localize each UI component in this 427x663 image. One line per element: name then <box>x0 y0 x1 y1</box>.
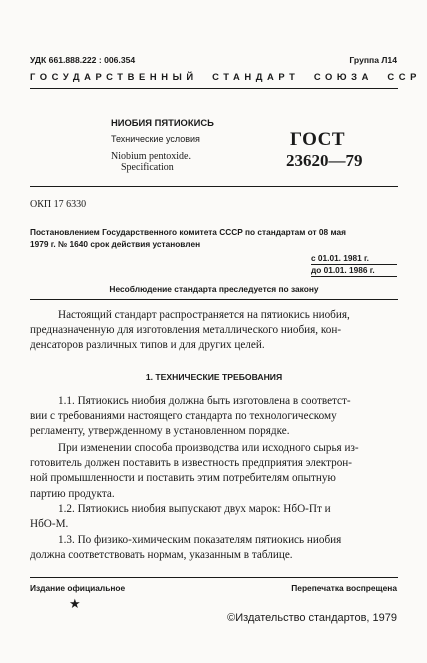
title-en: Niobium pentoxide. <box>111 151 191 162</box>
clause-line: При изменении способа производства или исходного сырья из- <box>58 442 359 454</box>
clause-line: готовитель должен поставить в известность предприятия электрон- <box>30 457 353 470</box>
clause-1-1-note <box>30 441 398 502</box>
clause-1-1 <box>30 394 398 440</box>
reprint-prohibited: Перепечатка воспрещена <box>291 583 397 593</box>
header-rule <box>30 88 398 89</box>
clause-line: регламенту, утвержденному в установленном порядке. <box>30 425 290 438</box>
state-standard-banner: ГОСУДАРСТВЕННЫЙ СТАНДАРТ СОЮЗА ССР <box>30 71 421 82</box>
subtitle-ru: Технические условия <box>111 134 200 144</box>
intro-line: Настоящий стандарт распространяется на пятиокись ниобия, <box>58 309 350 321</box>
clause-line: 1.1. Пятиокись ниобия должна быть изготовлена в соответст- <box>58 395 351 407</box>
clause-line: ной промышленности и поставить этим потребителям опытную <box>30 472 336 485</box>
official-edition: Издание официальное <box>30 583 126 593</box>
validity-to: до 01.01. 1986 г. <box>311 265 375 275</box>
title-rule <box>30 186 398 187</box>
decree-line-1: Постановлением Государственного комитета СССР по стандартам от 08 мая <box>30 227 346 237</box>
group-code: Группа Л14 <box>349 55 397 65</box>
clause-line: должна соответствовать нормам, указанным в таблице. <box>30 549 293 562</box>
clause-line: 1.2. Пятиокись ниобия выпускают двух марок: НбО-Пт и <box>58 503 331 515</box>
gost-label: ГОСТ <box>290 129 346 150</box>
star-icon: ★ <box>69 596 81 611</box>
intro-line: денсаторов различных типов и для других целей. <box>30 339 265 352</box>
subtitle-en: Specification <box>121 162 174 173</box>
validity-from: с 01.01. 1981 г. <box>311 253 369 263</box>
footer-rule <box>30 577 398 578</box>
law-notice: Несоблюдение стандарта преследуется по закону <box>109 284 319 294</box>
gost-number: 23620—79 <box>286 151 363 170</box>
validity-rule-2 <box>311 276 397 277</box>
title-ru: НИОБИЯ ПЯТИОКИСЬ <box>111 117 214 128</box>
intro-paragraph <box>30 308 398 354</box>
clause-1-3 <box>30 533 398 563</box>
clause-line: партию продукта. <box>30 487 115 500</box>
clause-line: НбО-М. <box>30 518 69 531</box>
section-heading: 1. ТЕХНИЧЕСКИЕ ТРЕБОВАНИЯ <box>145 372 283 382</box>
clause-line: вии с требованиями настоящего стандарта по технологическому <box>30 410 337 423</box>
clause-line: 1.3. По физико-химическим показателям пятиокись ниобия <box>58 534 342 546</box>
udc-code: УДК 661.888.222 : 006.354 <box>30 55 136 65</box>
clause-1-2 <box>30 502 398 532</box>
notice-rule <box>30 299 398 300</box>
intro-line: предназначенную для изготовления металлического ниобия, кон- <box>30 324 342 337</box>
okp-code: ОКП 17 6330 <box>30 199 87 210</box>
copyright: ©Издательство стандартов, 1979 <box>227 612 397 624</box>
decree-line-2: 1979 г. № 1640 срок действия установлен <box>30 239 201 249</box>
